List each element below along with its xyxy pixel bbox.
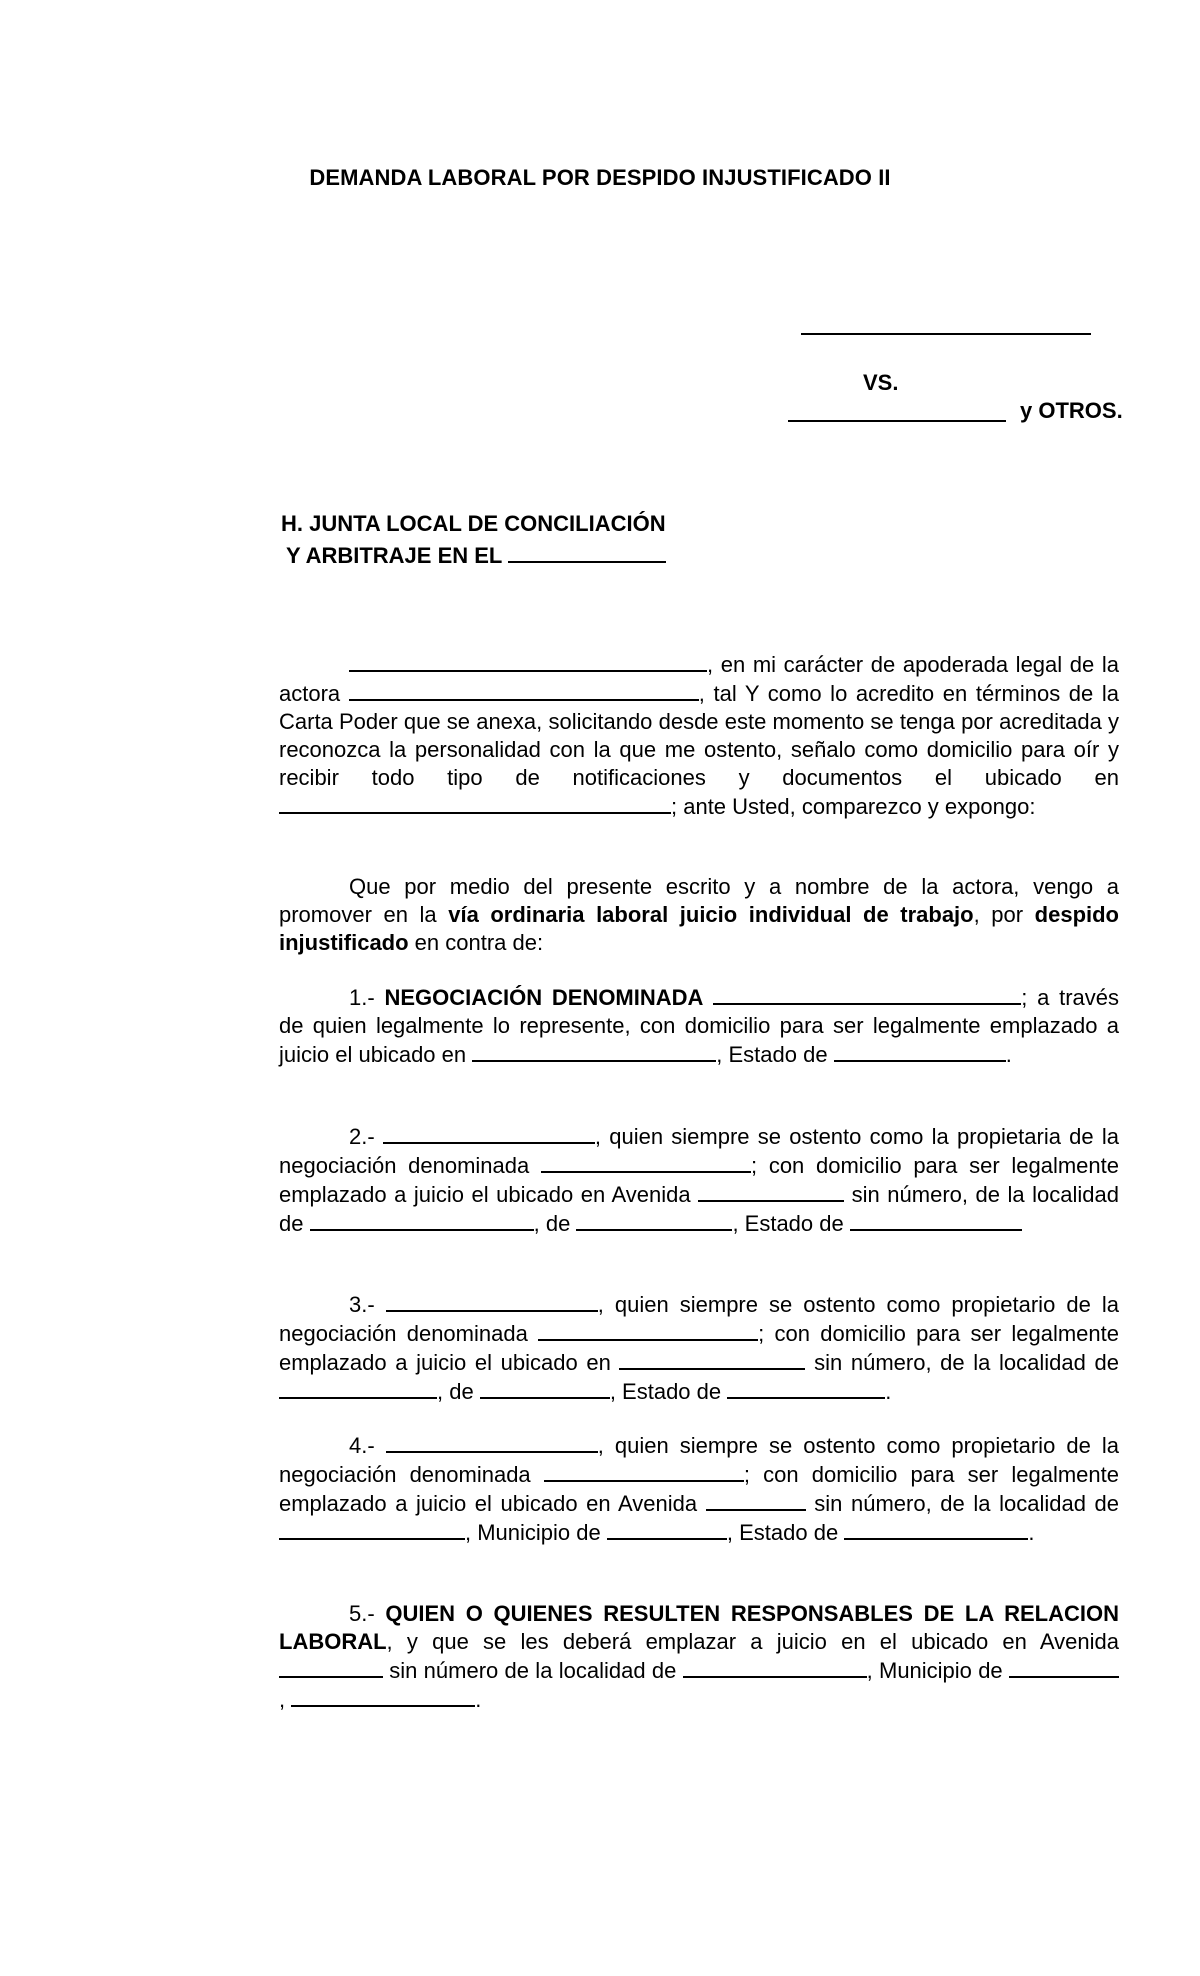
item-1-text-2: , Estado de	[716, 1042, 828, 1067]
blank-field	[850, 1209, 1022, 1231]
blank-field	[291, 1685, 475, 1707]
blank-field	[619, 1348, 805, 1370]
plaintiff-name-blank	[801, 333, 1091, 335]
intro-text-3: ; ante Usted, comparezco y expongo:	[671, 794, 1036, 819]
blank-field	[713, 983, 1021, 1005]
intro-text-2: , tal Y como lo acredito en términos de la Carta Poder que se anexa, solicitando desde este momento se tenga por acreditada y reconozca la personalidad con la que me ostento, señalo como domicilio para oír y recibir todo tipo de notificaciones y documentos el ubicado en	[279, 681, 1119, 790]
item-3-number: 3.-	[349, 1292, 386, 1317]
item-5-text-2: sin número de la localidad de	[389, 1658, 677, 1683]
blank-field	[279, 1377, 437, 1399]
blank-field	[538, 1319, 758, 1341]
item-2-text-5: , Estado de	[732, 1211, 844, 1236]
addressee-line-2-text: Y ARBITRAJE EN EL	[286, 543, 502, 568]
blank-field	[844, 1518, 1028, 1540]
item-5-text-3: , Municipio de	[866, 1658, 1003, 1683]
item-4-text-3: sin número, de la localidad de	[814, 1491, 1119, 1516]
item-2-text-3: sin número, de la localidad de	[279, 1182, 1119, 1236]
item-3-text-2: ; con domicilio para ser legalmente emplazado a juicio el ubicado en	[279, 1321, 1119, 1375]
blank-field	[349, 650, 707, 672]
blank-field	[1009, 1656, 1119, 1678]
item-1-text-1: ; a través de quien legalmente lo represente, con domicilio para ser legalmente emplazado a juicio el ubicado en	[279, 985, 1119, 1067]
blank-field	[544, 1460, 744, 1482]
addressee-line-1: H. JUNTA LOCAL DE CONCILIACIÓN	[281, 511, 666, 536]
otros-label: y OTROS.	[1020, 398, 1123, 423]
intro-text-1: , en mi carácter de apoderada legal de la actora	[279, 652, 1119, 706]
promote-paragraph	[279, 873, 1119, 957]
promote-text-3: en contra de:	[408, 930, 544, 955]
intro-paragraph	[279, 650, 1119, 821]
item-4-number: 4.-	[349, 1433, 386, 1458]
blank-field	[349, 679, 699, 701]
addressee-line-2	[286, 541, 666, 569]
item-2-text-4: , de	[533, 1211, 571, 1236]
blank-field	[834, 1040, 1006, 1062]
item-2-text-1: , quien siempre se ostento como la propietaria de la negociación denominada	[279, 1124, 1119, 1178]
item-5-bold: QUIEN O QUIENES RESULTEN RESPONSABLES DE LA RELACION LABORAL	[279, 1601, 1119, 1654]
blank-field	[279, 1518, 465, 1540]
blank-field	[386, 1431, 598, 1453]
blank-field	[541, 1151, 751, 1173]
item-3-text-6: .	[885, 1379, 892, 1404]
blank-field	[386, 1290, 598, 1312]
item-2-text-2: ; con domicilio para ser legalmente emplazado a juicio el ubicado en Avenida	[279, 1153, 1119, 1207]
item-5-text-5: .	[475, 1687, 482, 1712]
blank-field	[607, 1518, 727, 1540]
promote-bold-1: vía ordinaria laboral juicio individual de trabajo	[448, 902, 974, 927]
item-5-number: 5.-	[349, 1601, 386, 1626]
item-3-paragraph	[279, 1290, 1119, 1406]
item-5-text-1: , y que se les deberá emplazar a juicio en el ubicado en Avenida	[386, 1629, 1119, 1654]
item-4-paragraph	[279, 1431, 1119, 1547]
item-1-paragraph	[279, 983, 1119, 1069]
item-2-number: 2.-	[349, 1124, 383, 1149]
item-4-text-2: ; con domicilio para ser legalmente emplazado a juicio el ubicado en Avenida	[279, 1462, 1119, 1516]
blank-field	[698, 1180, 844, 1202]
item-1-number: 1.-	[349, 985, 385, 1010]
blank-field	[383, 1122, 595, 1144]
promote-bold-2: despido injustificado	[279, 902, 1119, 955]
blank-field	[683, 1656, 867, 1678]
blank-field	[480, 1377, 610, 1399]
item-3-text-5: , Estado de	[609, 1379, 722, 1404]
blank-field	[508, 541, 666, 563]
item-5-text-4: ,	[279, 1687, 286, 1712]
document-title: DEMANDA LABORAL POR DESPIDO INJUSTIFICADO II	[309, 165, 891, 190]
blank-field	[727, 1377, 885, 1399]
vs-label: VS.	[863, 370, 899, 395]
item-3-text-1: , quien siempre se ostento como propietario de la negociación denominada	[279, 1292, 1119, 1346]
blank-field	[310, 1209, 534, 1231]
item-5-paragraph	[279, 1600, 1119, 1714]
item-4-text-6: .	[1028, 1520, 1035, 1545]
item-2-paragraph	[279, 1122, 1119, 1238]
item-3-text-3: sin número, de la localidad de	[814, 1350, 1119, 1375]
item-1-text-3: .	[1005, 1042, 1012, 1067]
blank-field	[706, 1489, 806, 1511]
promote-text-1: Que por medio del presente escrito y a nombre de la actora, vengo a promover en la	[279, 874, 1119, 927]
item-1-bold: NEGOCIACIÓN DENOMINADA	[384, 985, 704, 1010]
item-4-text-4: , Municipio de	[465, 1520, 601, 1545]
blank-field	[279, 1656, 383, 1678]
promote-text-2: , por	[973, 902, 1035, 927]
item-3-text-4: , de	[437, 1379, 474, 1404]
item-4-text-5: , Estado de	[726, 1520, 839, 1545]
blank-field	[279, 792, 671, 814]
defendant-name-blank	[788, 420, 1006, 422]
blank-field	[576, 1209, 732, 1231]
item-4-text-1: , quien siempre se ostento como propietario de la negociación denominada	[279, 1433, 1119, 1487]
blank-field	[472, 1040, 716, 1062]
